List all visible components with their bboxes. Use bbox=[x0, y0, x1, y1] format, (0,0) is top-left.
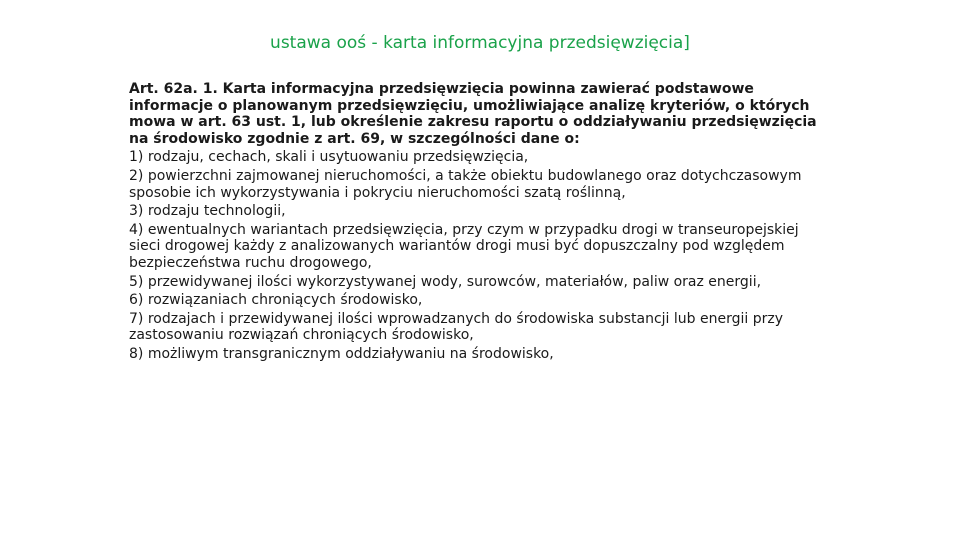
list-item: 7) rodzajach i przewidywanej ilości wprowadzanych do środowiska substancji lub energii przy zastosowaniu rozwiązań chroniących środowisko, bbox=[129, 310, 784, 344]
list-item: 3) rodzaju technologii, bbox=[129, 203, 286, 220]
list-item: 4) ewentualnych wariantach przedsięwzięcia, przy czym w przypadku drogi w transeuropejskiej sieci drogowej każdy z analizowanych wariantów drogi musi być dopuszczalny pod względem bezpieczeństwa ruchu drogowego, bbox=[129, 221, 799, 271]
list-item: 5) przewidywanej ilości wykorzystywanej wody, surowców, materiałów, paliw oraz energii, bbox=[129, 273, 762, 290]
article-intro: Art. 62a. 1. Karta informacyjna przedsięwzięcia powinna zawierać podstawowe informacje o planowanym przedsięwzięciu, umożliwiające analizę kryteriów, o których mowa w art. 63 ust. 1, lub określenie zakresu raportu o oddziaływaniu przedsięwzięcia na środowisko zgodnie z art. 69, w szczególności dane o: bbox=[129, 81, 817, 147]
list-item: 2) powierzchni zajmowanej nieruchomości, a także obiektu budowlanego oraz dotychczasowym sposobie ich wykorzystywania i pokryciu nieruchomości szatą roślinną, bbox=[129, 167, 802, 201]
slide-content bbox=[129, 81, 819, 365]
list-item: 6) rozwiązaniach chroniących środowisko, bbox=[129, 292, 423, 309]
slide-title: ustawa ooś - karta informacyjna przedsięwzięcia] bbox=[270, 33, 690, 53]
list-item: 1) rodzaju, cechach, skali i usytuowaniu przedsięwzięcia, bbox=[129, 149, 529, 166]
list-item: 8) możliwym transgranicznym oddziaływaniu na środowisko, bbox=[129, 345, 554, 362]
